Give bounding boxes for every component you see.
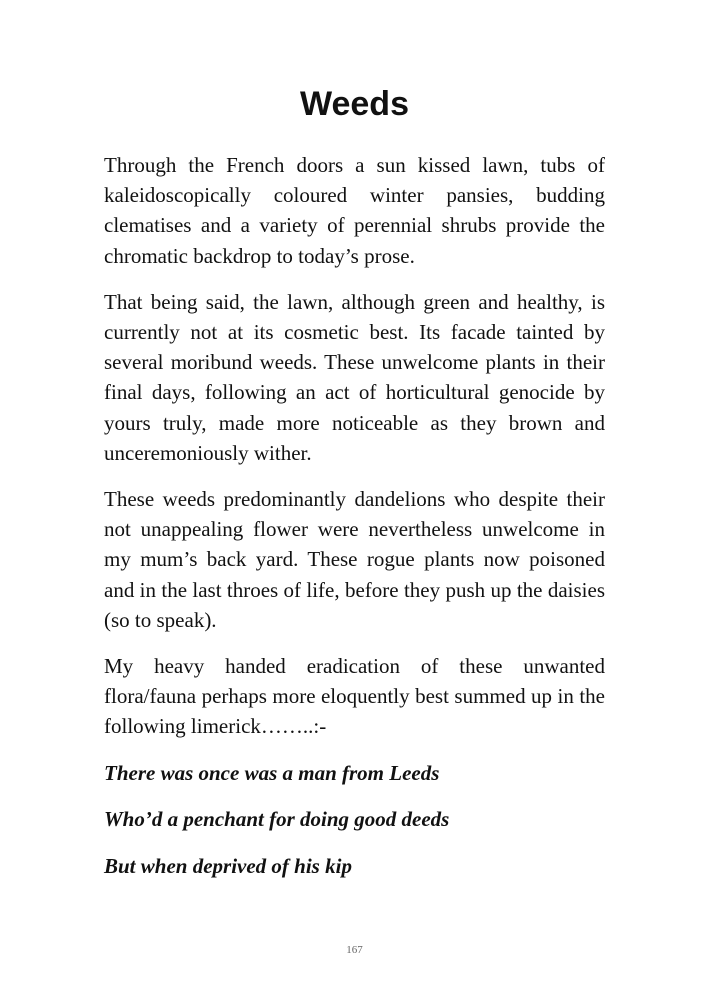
limerick-line-2: Who’d a penchant for doing good deeds bbox=[104, 807, 450, 832]
paragraph-3: These weeds predominantly dandelions who despite their not unappealing flower were nevertheless unwelcome in my mum’s back yard. These rogue plants now poisoned and in the last throes of life, before they push up the daisies (so to speak). bbox=[104, 487, 605, 632]
limerick-line-3: But when deprived of his kip bbox=[104, 854, 352, 879]
paragraph-4: My heavy handed eradication of these unwanted flora/fauna perhaps more eloquently best summed up in the following limerick……..:- bbox=[104, 654, 605, 739]
paragraph-2: That being said, the lawn, although green and healthy, is currently not at its cosmetic best. Its facade tainted by several moribund weeds. These unwelcome plants in their final days, following an act of horticultural genocide by yours truly, made more noticeable as they brown and unceremoniously wither. bbox=[104, 289, 605, 465]
page-title: Weeds bbox=[300, 85, 409, 123]
body-text bbox=[104, 150, 605, 898]
limerick-line-1: There was once was a man from Leeds bbox=[104, 760, 440, 785]
paragraph-1: Through the French doors a sun kissed lawn, tubs of kaleidoscopically coloured winter pansies, budding clematises and a variety of perennial shrubs provide the chromatic backdrop to today’s prose. bbox=[104, 153, 605, 268]
page-number: 167 bbox=[346, 944, 363, 956]
